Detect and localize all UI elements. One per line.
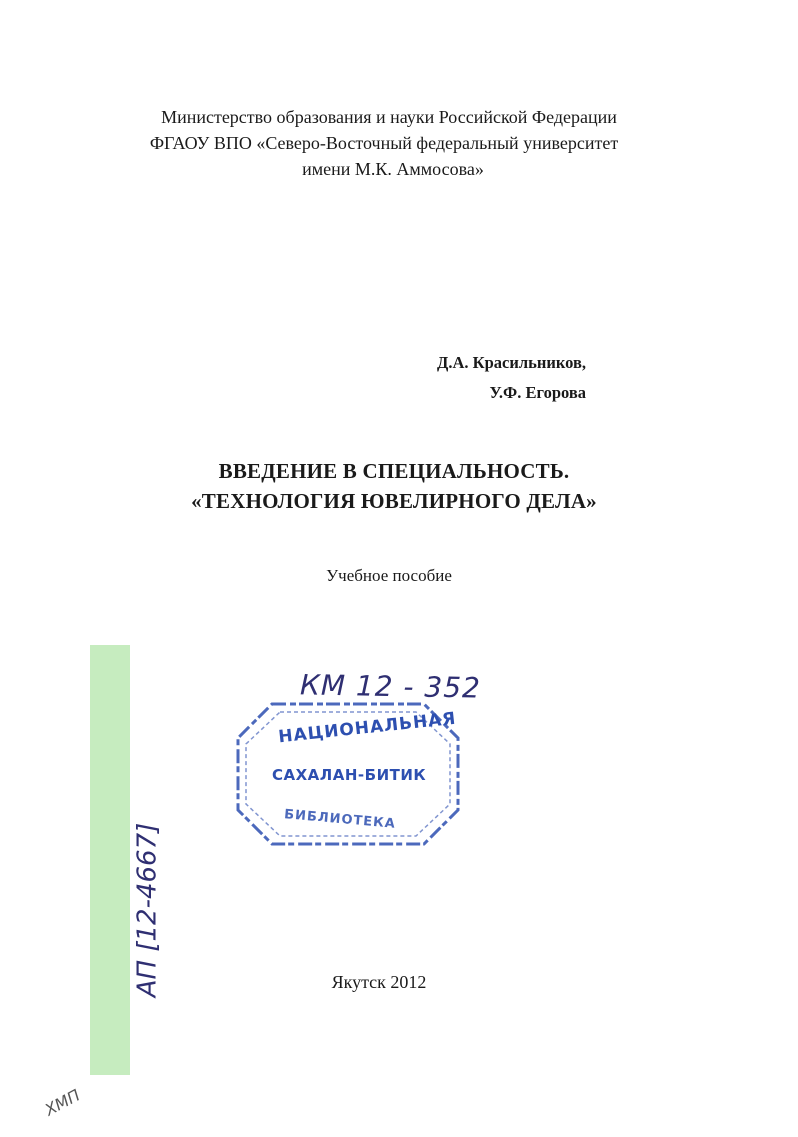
- university-line: ФГАОУ ВПО «Северо-Восточный федеральный университет: [149, 133, 619, 153]
- stamp-line-3: БИБЛИОТЕКА: [283, 807, 397, 832]
- green-paper-strip: [90, 645, 130, 1075]
- author-1: Д.А. Красильников,: [436, 353, 586, 372]
- university-name-line: имени М.К. Аммосова»: [302, 159, 484, 179]
- authors: [360, 348, 586, 408]
- stamp-line-1: НАЦИОНАЛЬНАЯ: [277, 708, 458, 748]
- stamp-line-2: САХАЛАН-БИТИК: [272, 766, 427, 784]
- city-year: Якутск 2012: [331, 972, 427, 992]
- title-line-1: ВВЕДЕНИЕ В СПЕЦИАЛЬНОСТЬ.: [218, 459, 570, 483]
- handwritten-code: КМ 12 - 352: [299, 668, 482, 705]
- book-title: [0, 456, 798, 516]
- handwritten-inventory-number: АП [12-4667]: [132, 822, 163, 998]
- title-line-2: «ТЕХНОЛОГИЯ ЮВЕЛИРНОГО ДЕЛА»: [191, 489, 597, 513]
- library-stamp: [232, 698, 464, 850]
- book-type: Учебное пособие: [326, 566, 452, 585]
- publisher-header: [0, 104, 798, 182]
- handwritten-initials: ХМП: [41, 1085, 84, 1120]
- author-2: У.Ф. Егорова: [489, 383, 586, 402]
- ministry-line: Министерство образования и науки Российской Федерации: [161, 107, 617, 127]
